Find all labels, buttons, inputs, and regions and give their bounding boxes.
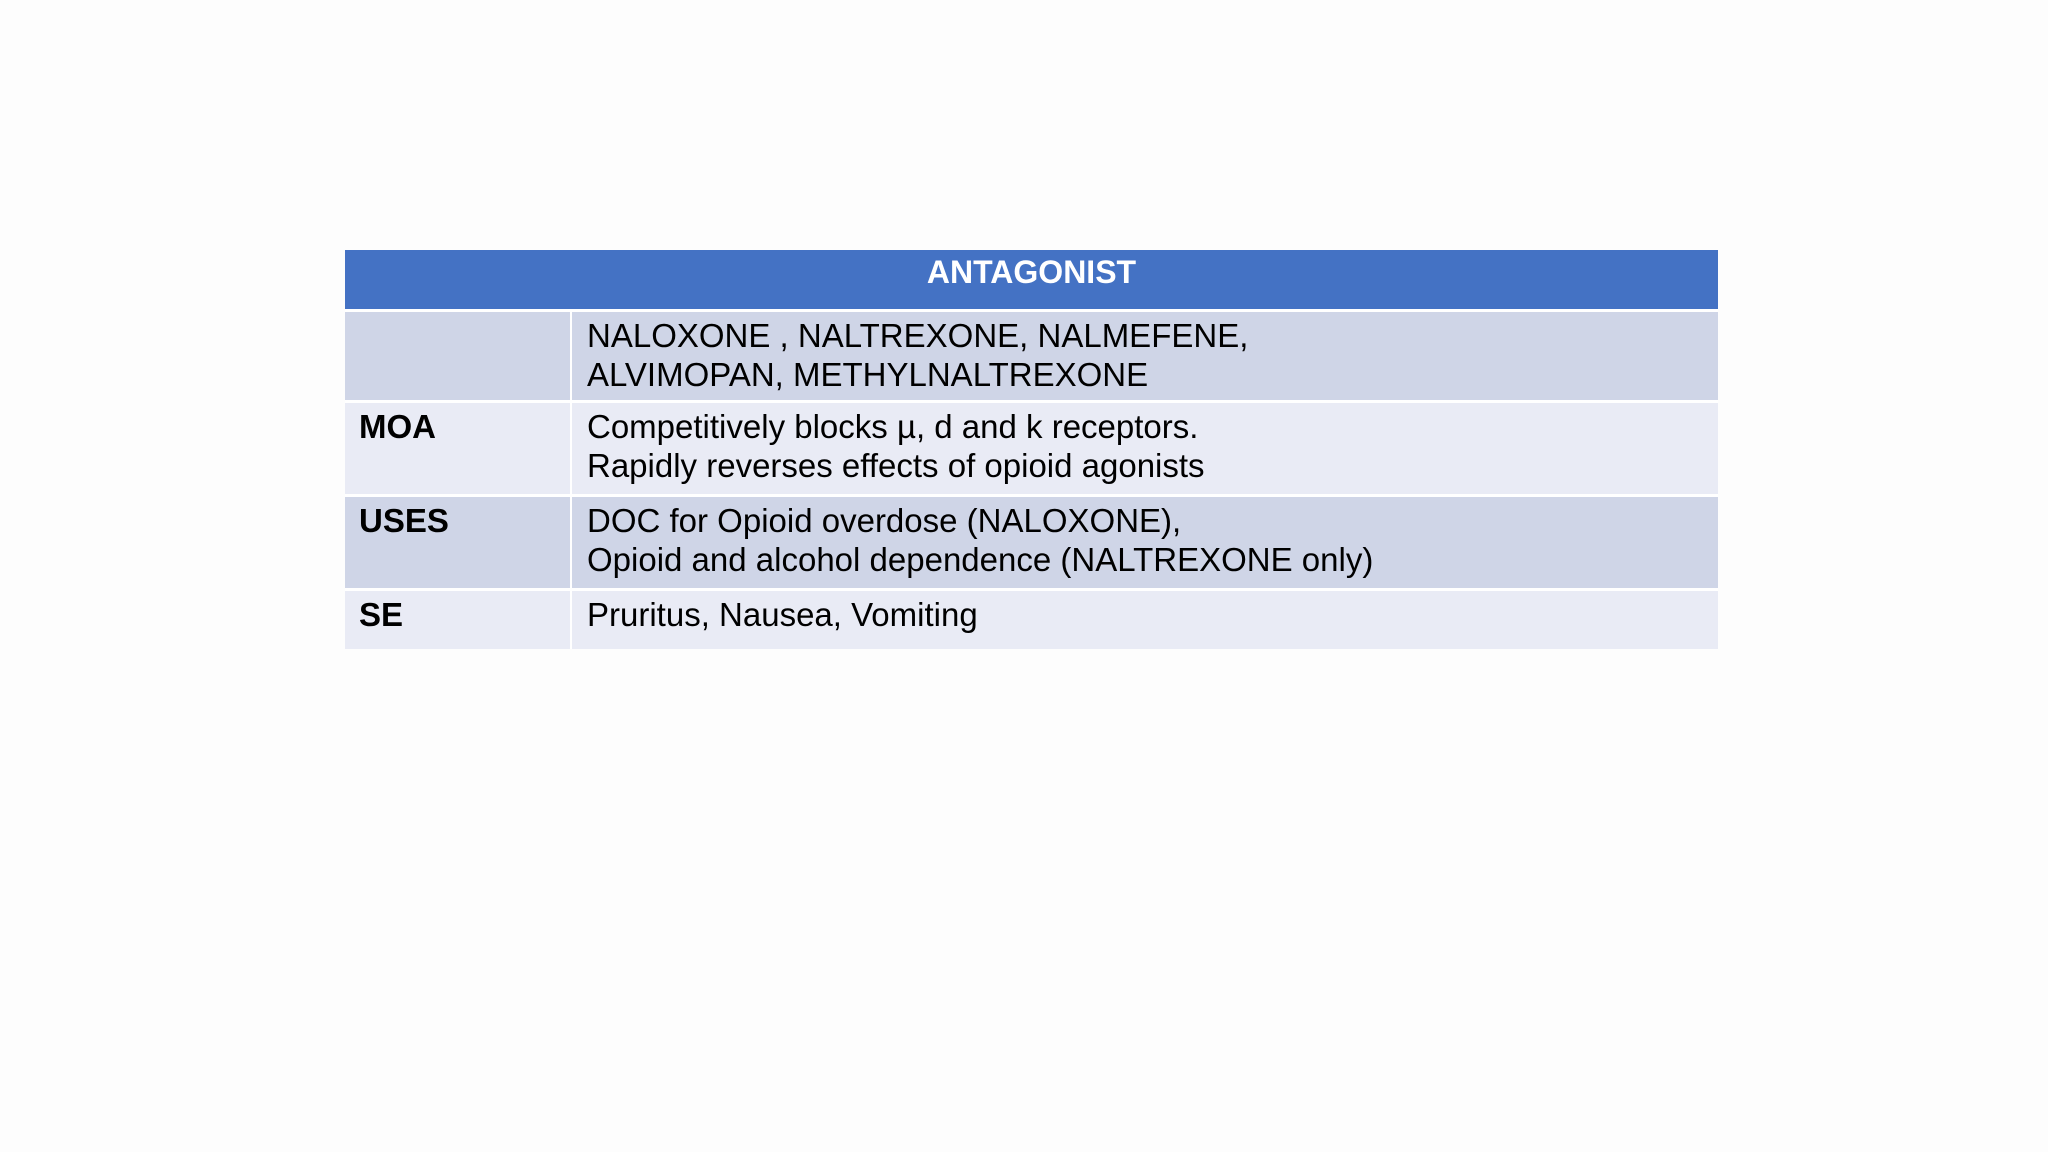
row-content — [572, 403, 1718, 494]
table-title: ANTAGONIST — [926, 254, 1137, 290]
row-content — [572, 497, 1718, 588]
antagonist-table — [345, 250, 1718, 649]
content-line: Opioid and alcohol dependence (NALTREXONE only) — [587, 541, 1374, 578]
table-row-drugs — [345, 309, 1718, 400]
content-line: Competitively blocks µ, d and k receptors. — [587, 408, 1199, 445]
table-row-se — [345, 588, 1718, 649]
table-header — [345, 250, 1718, 309]
content-line: ALVIMOPAN, METHYLNALTREXONE — [587, 356, 1149, 393]
row-label: MOA — [345, 403, 572, 494]
row-label: USES — [345, 497, 572, 588]
content-line: Pruritus, Nausea, Vomiting — [587, 596, 978, 633]
row-label — [345, 312, 572, 400]
table-row-moa — [345, 400, 1718, 494]
table-row-uses — [345, 494, 1718, 588]
row-content — [572, 591, 1718, 649]
content-line: Rapidly reverses effects of opioid agonists — [587, 447, 1205, 484]
row-label: SE — [345, 591, 572, 649]
content-line: DOC for Opioid overdose (NALOXONE), — [587, 502, 1182, 539]
row-content — [572, 312, 1718, 400]
content-line: NALOXONE , NALTREXONE, NALMEFENE, — [587, 317, 1249, 354]
